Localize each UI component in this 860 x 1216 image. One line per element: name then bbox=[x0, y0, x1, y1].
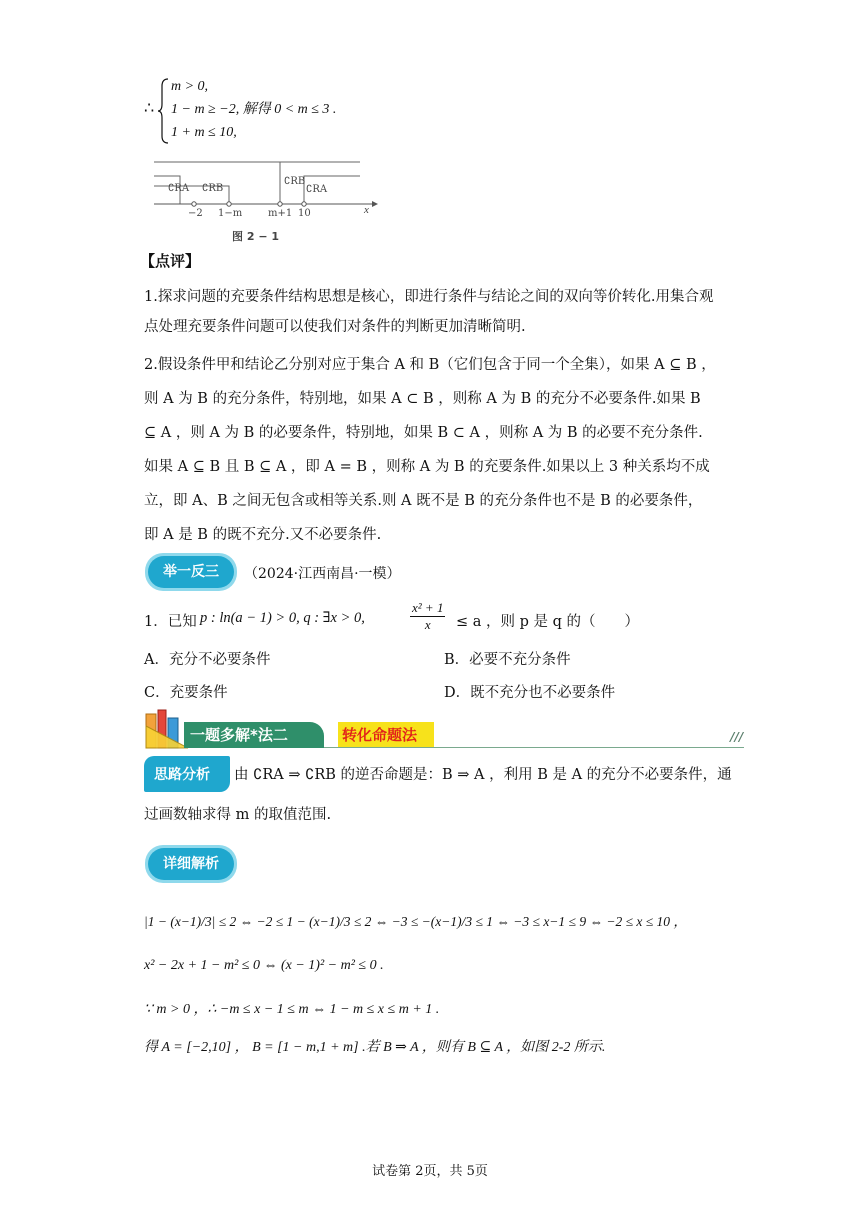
inequality-system bbox=[144, 76, 404, 146]
system-line-3: 1 + m ≤ 10, bbox=[171, 125, 237, 140]
option-d[interactable]: D．既不充分也不必要条件 bbox=[444, 685, 616, 701]
tick-label-1: −2 bbox=[188, 208, 203, 219]
comment-heading: 【点评】 bbox=[140, 252, 201, 270]
solution-badge: 详细解析 bbox=[148, 848, 234, 880]
fraction-numerator: x² + 1 bbox=[412, 600, 444, 615]
practice-source: （2024·江西南昌·一模） bbox=[244, 566, 401, 582]
solution-line-3: ∵ m > 0 ，∴ −m ≤ x − 1 ≤ m ⇔ 1 − m ≤ x ≤ m + 1 . bbox=[144, 1002, 440, 1017]
system-line-1: m > 0, bbox=[171, 79, 209, 94]
method-banner bbox=[144, 708, 744, 750]
practice-badge: 举一反三 bbox=[148, 556, 234, 588]
method-title: 一题多解*法二 bbox=[190, 726, 288, 744]
option-b[interactable]: B．必要不充分条件 bbox=[444, 652, 571, 668]
question-expression: p : ln(a − 1) > 0, q : ∃x > 0, bbox=[200, 610, 365, 626]
comment-paragraph-2: 2.假设条件甲和结论乙分别对应于集合 A 和 B（它们包含于同一个全集），如果 A ⊆ B ，则 A 为 B 的充分条件，特别地，如果 A ⊂ B ，则称 A 为 B 的充分不必要条件.如果 B ⊆ A ，则 A 为 B 的必要条件，特别地，如果 B ⊂ A ，则称 A 为 B 的必要不充分条件.如果 A ⊆ B 且 B ⊆ A ，即 A = B ，则称 A 为 B 的充要条件.如果以上 3 种关系均不成立，即 A、B 之间无包含或相等关系.则 A 既不是 B 的充分条件也不是 B 的必要条件，即 A 是 B 的既不充分.又不必要条件. bbox=[144, 357, 716, 543]
figure-2-1 bbox=[150, 158, 380, 246]
option-c[interactable]: C．充要条件 bbox=[144, 685, 228, 701]
question-tail: ≤ a ，则 p 是 q 的（ ） bbox=[456, 614, 640, 630]
question-1 bbox=[144, 600, 744, 640]
tick-label-2: 1−m bbox=[218, 208, 243, 219]
question-fraction bbox=[410, 600, 445, 633]
solution-line-1: |1 − (x−1)/3| ≤ 2 ⇔ −2 ≤ 1 − (x−1)/3 ≤ 2 ⇔ −3 ≤ −(x−1)/3 ≤ 1 ⇔ −3 ≤ x−1 ≤ 9 ⇔ −2 ≤ x ≤ 10 ， bbox=[144, 914, 687, 929]
figure-caption: 图 2 − 1 bbox=[232, 230, 280, 243]
region-label-2: ∁RB bbox=[202, 183, 224, 194]
method-title-box bbox=[184, 722, 324, 748]
question-number: 1．已知 bbox=[144, 614, 197, 630]
page-footer: 试卷第 2页，共 5页 bbox=[372, 1164, 488, 1179]
solution-line-2: x² − 2x + 1 − m² ≤ 0 ⇔ (x − 1)² − m² ≤ 0 . bbox=[144, 958, 384, 973]
therefore-symbol: ∴ bbox=[144, 100, 155, 117]
region-label-3: ∁RB bbox=[284, 176, 306, 187]
region-label-4: ∁RA bbox=[306, 184, 328, 195]
system-line-2: 1 − m ≥ −2, 解得 0 < m ≤ 3 . bbox=[171, 102, 337, 117]
comment-paragraph-1: 1.探求问题的充要条件结构思想是核心，即进行条件与结论之间的双向等价转化.用集合观点处理充要条件问题可以使我们对条件的判断更加清晰简明. bbox=[144, 289, 714, 335]
analysis-text-1: 由 ∁RA ⇒ ∁RB 的逆否命题是：B ⇒ A ，利用 B 是 A 的充分不必要条件，通 bbox=[234, 767, 732, 783]
solution-line-4: 得 A = [−2,10] ， B = [1 − m,1 + m] .若 B ⇒ A ，则有 B ⊆ A ，如图 2-2 所示. bbox=[144, 1040, 606, 1055]
tick-label-4: 10 bbox=[298, 208, 311, 219]
option-a[interactable]: A．充分不必要条件 bbox=[144, 652, 271, 668]
left-brace bbox=[158, 78, 170, 144]
axis-variable: x bbox=[364, 204, 369, 216]
fraction-denominator: x bbox=[424, 617, 431, 632]
tick-label-3: m+1 bbox=[268, 208, 293, 219]
analysis-text-2: 过画数轴求得 m 的取值范围. bbox=[144, 807, 332, 823]
region-label-1: ∁RA bbox=[168, 183, 190, 194]
method-slashes: /// bbox=[730, 730, 744, 744]
analysis-badge bbox=[144, 756, 230, 792]
method-divider bbox=[324, 747, 744, 748]
method-name: 转化命题法 bbox=[342, 726, 418, 744]
analysis-badge-label: 思路分析 bbox=[154, 767, 210, 783]
method-name-box bbox=[338, 722, 434, 748]
